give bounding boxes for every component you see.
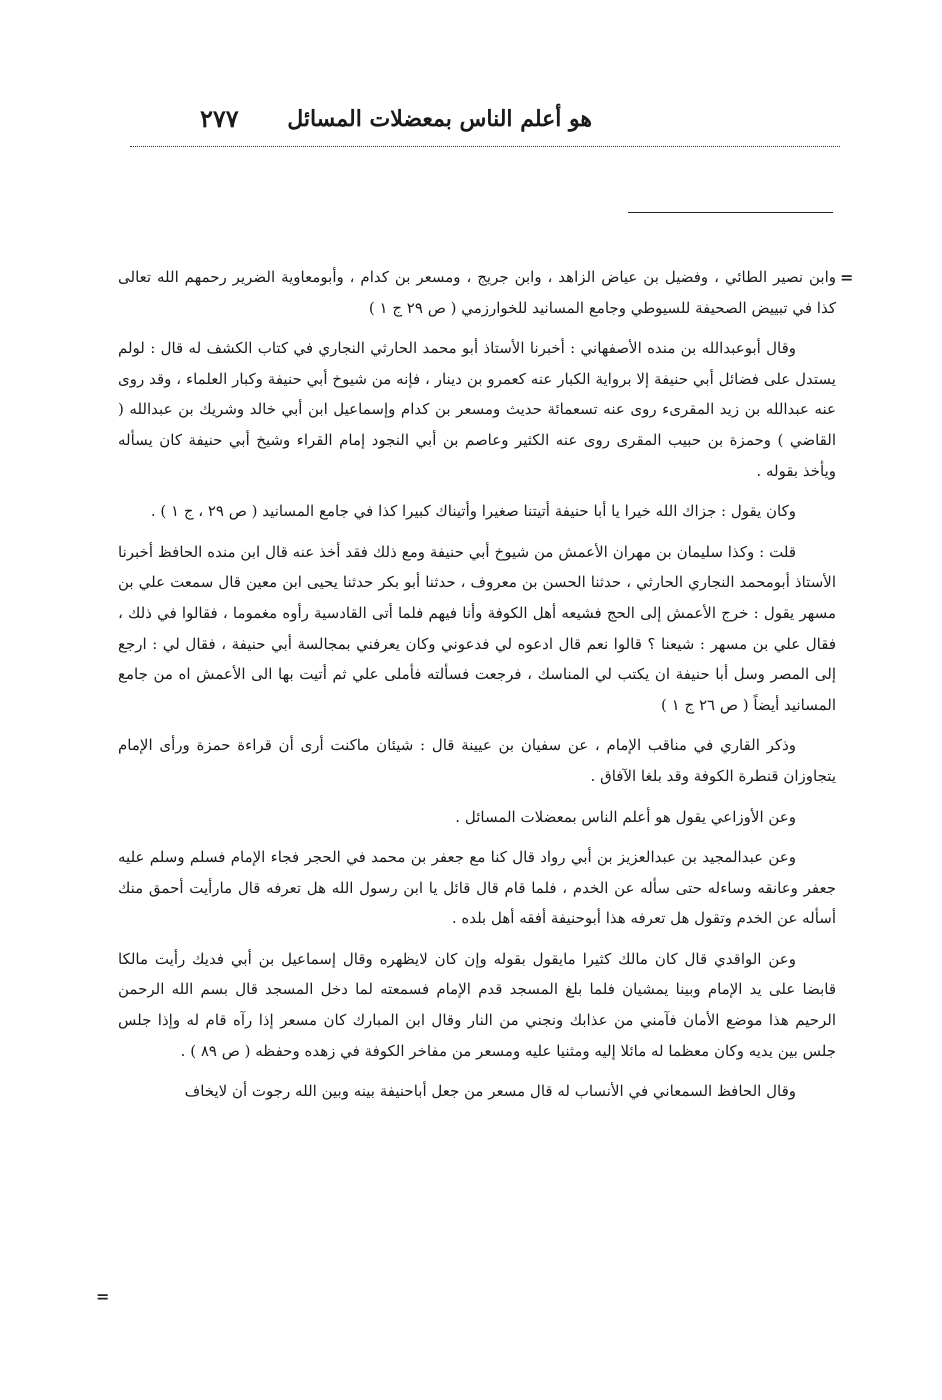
paragraph: وكان يقول : جزاك الله خيرا يا أبا حنيفة أتيتنا صغيرا وأتيناك كبيرا كذا في جامع المسانيد ( ص ٢٩ ، ج ١ ) .	[150, 502, 796, 521]
paragraph: وذكر القاري في مناقب الإمام ، عن سفيان بن عيينة قال : شيئان ماكنت أرى أن قراءة حمزة ورأى الإمام يتجاوزان قنطرة الكوفة وقد بلغا الآفاق .	[118, 736, 836, 785]
header-title: هو أعلم الناس بمعضلات المسائل	[287, 106, 592, 132]
continuation-mark-bottom: =	[96, 1287, 110, 1306]
paragraph: وعن الواقدي قال كان مالك كثيرا مايقول بقوله وإن كان لايظهره وقال إسماعيل بن أبي فديك رأيت مالكا قابضا على يد الإمام وبينا يمشيان فلما بلغ المسجد قدم الإمام فسمعته لما دخل المسجد قال بسم الله الرحمن الرحيم هذا موضع الأمان فآمني من عذابك ونجني من النار وقال ابن المبارك كان مسعر إذا رآه قام له وإذا جلس جلس بين يديه وكان معظما له مائلا إليه ومثنيا عليه ومسعر من مفاخر الكوفة في زهده وحفظه ( ص ٨٩ ) .	[118, 949, 836, 1060]
page-number: ٢٧٧	[200, 104, 239, 133]
paragraph: وقال الحافظ السمعاني في الأنساب له قال مسعر من جعل أباحنيفة بينه وبين الله رجوت أن لايخاف	[184, 1082, 796, 1101]
paragraph: وعن عبدالمجيد بن عبدالعزيز بن أبي رواد قال كنا مع جعفر بن محمد في الحجر فجاء الإمام فسلم وسلم عليه جعفر وعانقه وساءله حتى سأله عن الخدم ، فلما قام قال قائل يا ابن رسول الله هل تعرفه قال مارأيت أحمق منك أسأله عن الخدم وتقول هل تعرفه هذا أبوحنيفة أفقه أهل بلده .	[118, 848, 836, 928]
paragraph: وقال أبوعبدالله بن منده الأصفهاني : أخبرنا الأستاذ أبو محمد الحارثي النجاري في كتاب الكشف له قال : لولم يستدل على فضائل أبي حنيفة إلا برواية الكبار عنه كعمرو بن دينار ، فإنه من شيوخ أبي حنيفة وكبار العلماء ، وقد روى عنه عبدالله بن زيد المقرىء روى عنه تسعمائة حديث ومسعر بن كدام وإسماعيل ابن أبي خالد وشريك بن عبدالله ( القاضي ) وحمزة بن حبيب المقرى روى عنه الكثير وعاصم بن أبي النجود إمام القراء وشيخ أبي حنيفة كان يسأله ويأخذ بقوله .	[118, 339, 836, 480]
continuation-mark-top: =	[840, 268, 854, 287]
paragraph: وابن نصير الطائي ، وفضيل بن عياض الزاهد ، وابن جريج ، ومسعر بن كدام ، وأبومعاوية الضرير رحمهم الله تعالى كذا في تبييض الصحيفة للسيوطي وجامع المسانيد للخوارزمي ( ص ٢٩ ج ١ )	[118, 268, 836, 317]
header-dotted-rule	[130, 146, 840, 147]
running-header	[130, 96, 840, 152]
page-body	[118, 262, 836, 1117]
separator-line	[628, 212, 833, 213]
paragraph: قلت : وكذا سليمان بن مهران الأعمش من شيوخ أبي حنيفة ومع ذلك فقد أخذ عنه قال ابن منده الحافظ أخبرنا الأستاذ أبومحمد النجاري الحارثي ، حدثنا الحسن بن معروف ، حدثنا أبو بكر حدثنا يحيى ابن معين قال سمعت علي بن مسهر يقول : خرج الأعمش إلى الحج فشيعه أهل الكوفة وأنا فيهم فلما أتى القادسية رأوه مغموما ، فقالوا في ذلك ، فقال علي بن مسهر : شيعنا ؟ قالوا نعم قال ادعوه لي فدعوني وكان يعرفني بمجالسة أبي حنيفة ، فقال لي : ارجع إلى المصر وسل أبا حنيفة ان يكتب لي المناسك ، فرجعت فسألته فأملى علي ثم أتيت بها الى الأعمش اه من جامع المسانيد أيضاً ( ص ٢٦ ج ١ )	[118, 542, 836, 714]
paragraph: وعن الأوزاعي يقول هو أعلم الناس بمعضلات المسائل .	[455, 807, 796, 826]
